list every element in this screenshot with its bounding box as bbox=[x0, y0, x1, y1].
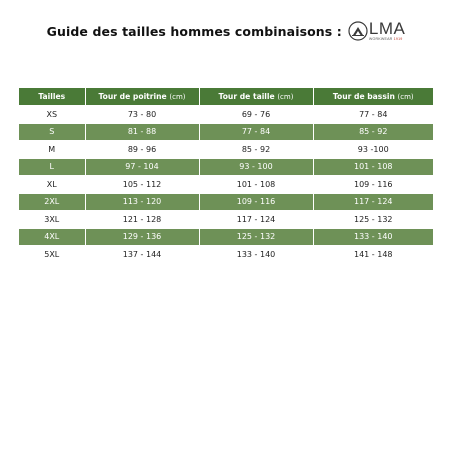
hips-cell: 141 - 148 bbox=[313, 246, 433, 263]
size-cell: 5XL bbox=[19, 246, 85, 263]
table-row bbox=[19, 211, 433, 229]
logo-subtitle-accent: 1919 bbox=[393, 37, 403, 42]
table-header-row bbox=[19, 88, 433, 106]
size-cell: 2XL bbox=[19, 193, 85, 211]
chest-cell: 129 - 136 bbox=[85, 228, 199, 246]
size-chart-table bbox=[19, 88, 433, 263]
chest-cell: 81 - 88 bbox=[85, 123, 199, 141]
header-unit: (cm) bbox=[277, 93, 294, 101]
waist-cell: 85 - 92 bbox=[199, 141, 313, 159]
page-header bbox=[0, 14, 452, 48]
hips-cell: 109 - 116 bbox=[313, 176, 433, 194]
chest-cell: 105 - 112 bbox=[85, 176, 199, 194]
waist-cell: 93 - 100 bbox=[199, 158, 313, 176]
size-cell: XS bbox=[19, 106, 85, 124]
header-unit: (cm) bbox=[169, 93, 186, 101]
header-waist bbox=[199, 88, 313, 106]
brand-logo bbox=[348, 20, 405, 42]
hips-cell: 93 -100 bbox=[313, 141, 433, 159]
table-row bbox=[19, 123, 433, 141]
table-row bbox=[19, 228, 433, 246]
table-row bbox=[19, 158, 433, 176]
chest-cell: 137 - 144 bbox=[85, 246, 199, 263]
logo-name: LMA bbox=[368, 19, 406, 39]
chest-cell: 113 - 120 bbox=[85, 193, 199, 211]
table-row bbox=[19, 246, 433, 263]
header-label: Tailles bbox=[38, 92, 66, 101]
header-unit: (cm) bbox=[397, 93, 414, 101]
table-row bbox=[19, 141, 433, 159]
waist-cell: 77 - 84 bbox=[199, 123, 313, 141]
size-cell: 3XL bbox=[19, 211, 85, 229]
hips-cell: 101 - 108 bbox=[313, 158, 433, 176]
hips-cell: 117 - 124 bbox=[313, 193, 433, 211]
header-chest bbox=[85, 88, 199, 106]
lma-logo-icon bbox=[348, 20, 368, 42]
size-cell: 4XL bbox=[19, 228, 85, 246]
table-body bbox=[19, 106, 433, 263]
table-row bbox=[19, 106, 433, 124]
table-row bbox=[19, 176, 433, 194]
header-label: Tour de poitrine bbox=[98, 92, 167, 101]
table-row bbox=[19, 193, 433, 211]
logo-subtitle-text: WORKWEAR bbox=[368, 37, 393, 42]
waist-cell: 117 - 124 bbox=[199, 211, 313, 229]
chest-cell: 73 - 80 bbox=[85, 106, 199, 124]
page-title: Guide des tailles hommes combinaisons : bbox=[46, 23, 342, 39]
size-cell: XL bbox=[19, 176, 85, 194]
chest-cell: 121 - 128 bbox=[85, 211, 199, 229]
size-cell: L bbox=[19, 158, 85, 176]
hips-cell: 125 - 132 bbox=[313, 211, 433, 229]
waist-cell: 69 - 76 bbox=[199, 106, 313, 124]
chest-cell: 89 - 96 bbox=[85, 141, 199, 159]
hips-cell: 77 - 84 bbox=[313, 106, 433, 124]
hips-cell: 133 - 140 bbox=[313, 228, 433, 246]
logo-subtitle bbox=[369, 38, 405, 42]
hips-cell: 85 - 92 bbox=[313, 123, 433, 141]
header-label: Tour de bassin bbox=[332, 92, 395, 101]
header-sizes bbox=[19, 88, 85, 106]
waist-cell: 133 - 140 bbox=[199, 246, 313, 263]
waist-cell: 125 - 132 bbox=[199, 228, 313, 246]
header-hips bbox=[313, 88, 433, 106]
waist-cell: 101 - 108 bbox=[199, 176, 313, 194]
waist-cell: 109 - 116 bbox=[199, 193, 313, 211]
chest-cell: 97 - 104 bbox=[85, 158, 199, 176]
size-cell: M bbox=[19, 141, 85, 159]
logo-wordmark bbox=[369, 20, 405, 42]
header-label: Tour de taille bbox=[218, 92, 275, 101]
size-cell: S bbox=[19, 123, 85, 141]
